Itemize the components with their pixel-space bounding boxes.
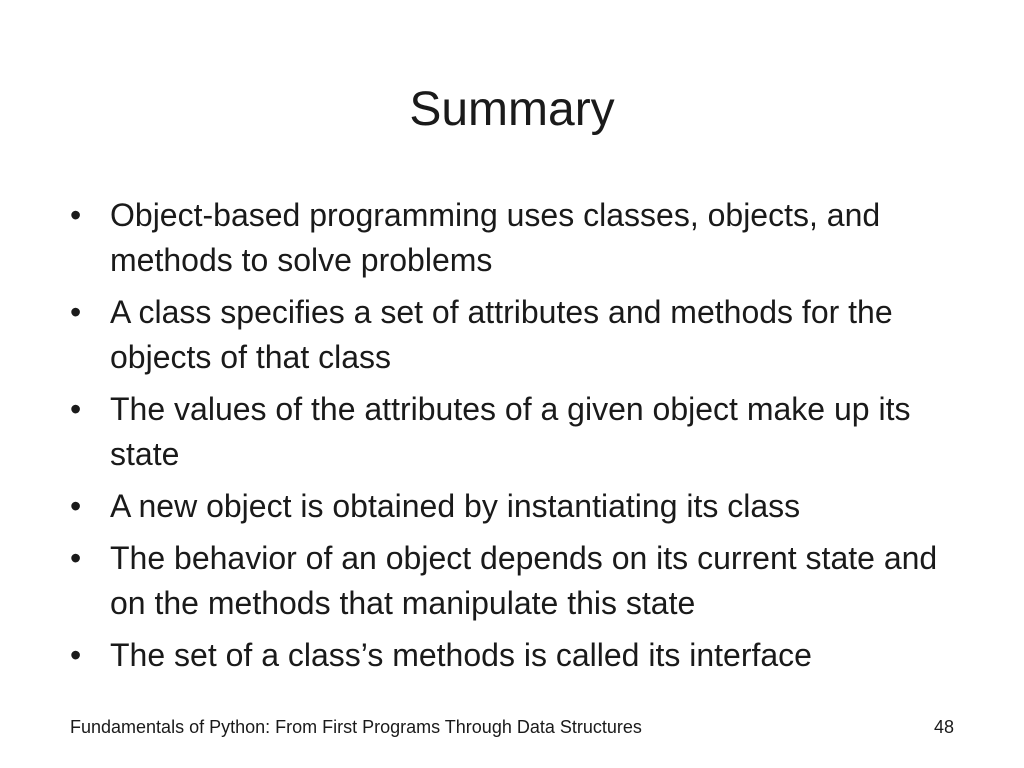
bullet-item <box>70 536 970 626</box>
bullet-text: A class specifies a set of attributes and methods for the objects of that class <box>110 294 893 375</box>
bullet-text: The set of a class’s methods is called its interface <box>110 637 812 673</box>
bullet-item <box>70 290 970 380</box>
bullet-text: Object-based programming uses classes, objects, and methods to solve problems <box>110 197 881 278</box>
bullet-text: The behavior of an object depends on its current state and on the methods that manipulate this state <box>110 540 938 621</box>
bullet-item <box>70 387 970 477</box>
bullet-marker: • <box>70 540 82 576</box>
bullet-marker: • <box>70 294 82 330</box>
bullet-marker: • <box>70 637 82 673</box>
bullet-item <box>70 633 970 678</box>
slide-title: Summary <box>409 83 615 136</box>
bullet-list <box>70 193 970 685</box>
footer-text: Fundamentals of Python: From First Programs Through Data Structures <box>70 717 642 737</box>
page-number: 48 <box>933 717 954 737</box>
bullet-marker: • <box>70 197 82 233</box>
bullet-item <box>70 484 970 529</box>
bullet-marker: • <box>70 391 82 427</box>
bullet-text: A new object is obtained by instantiating its class <box>110 488 801 524</box>
bullet-item <box>70 193 970 283</box>
bullet-text: The values of the attributes of a given object make up its state <box>110 391 911 472</box>
bullet-marker: • <box>70 488 82 524</box>
